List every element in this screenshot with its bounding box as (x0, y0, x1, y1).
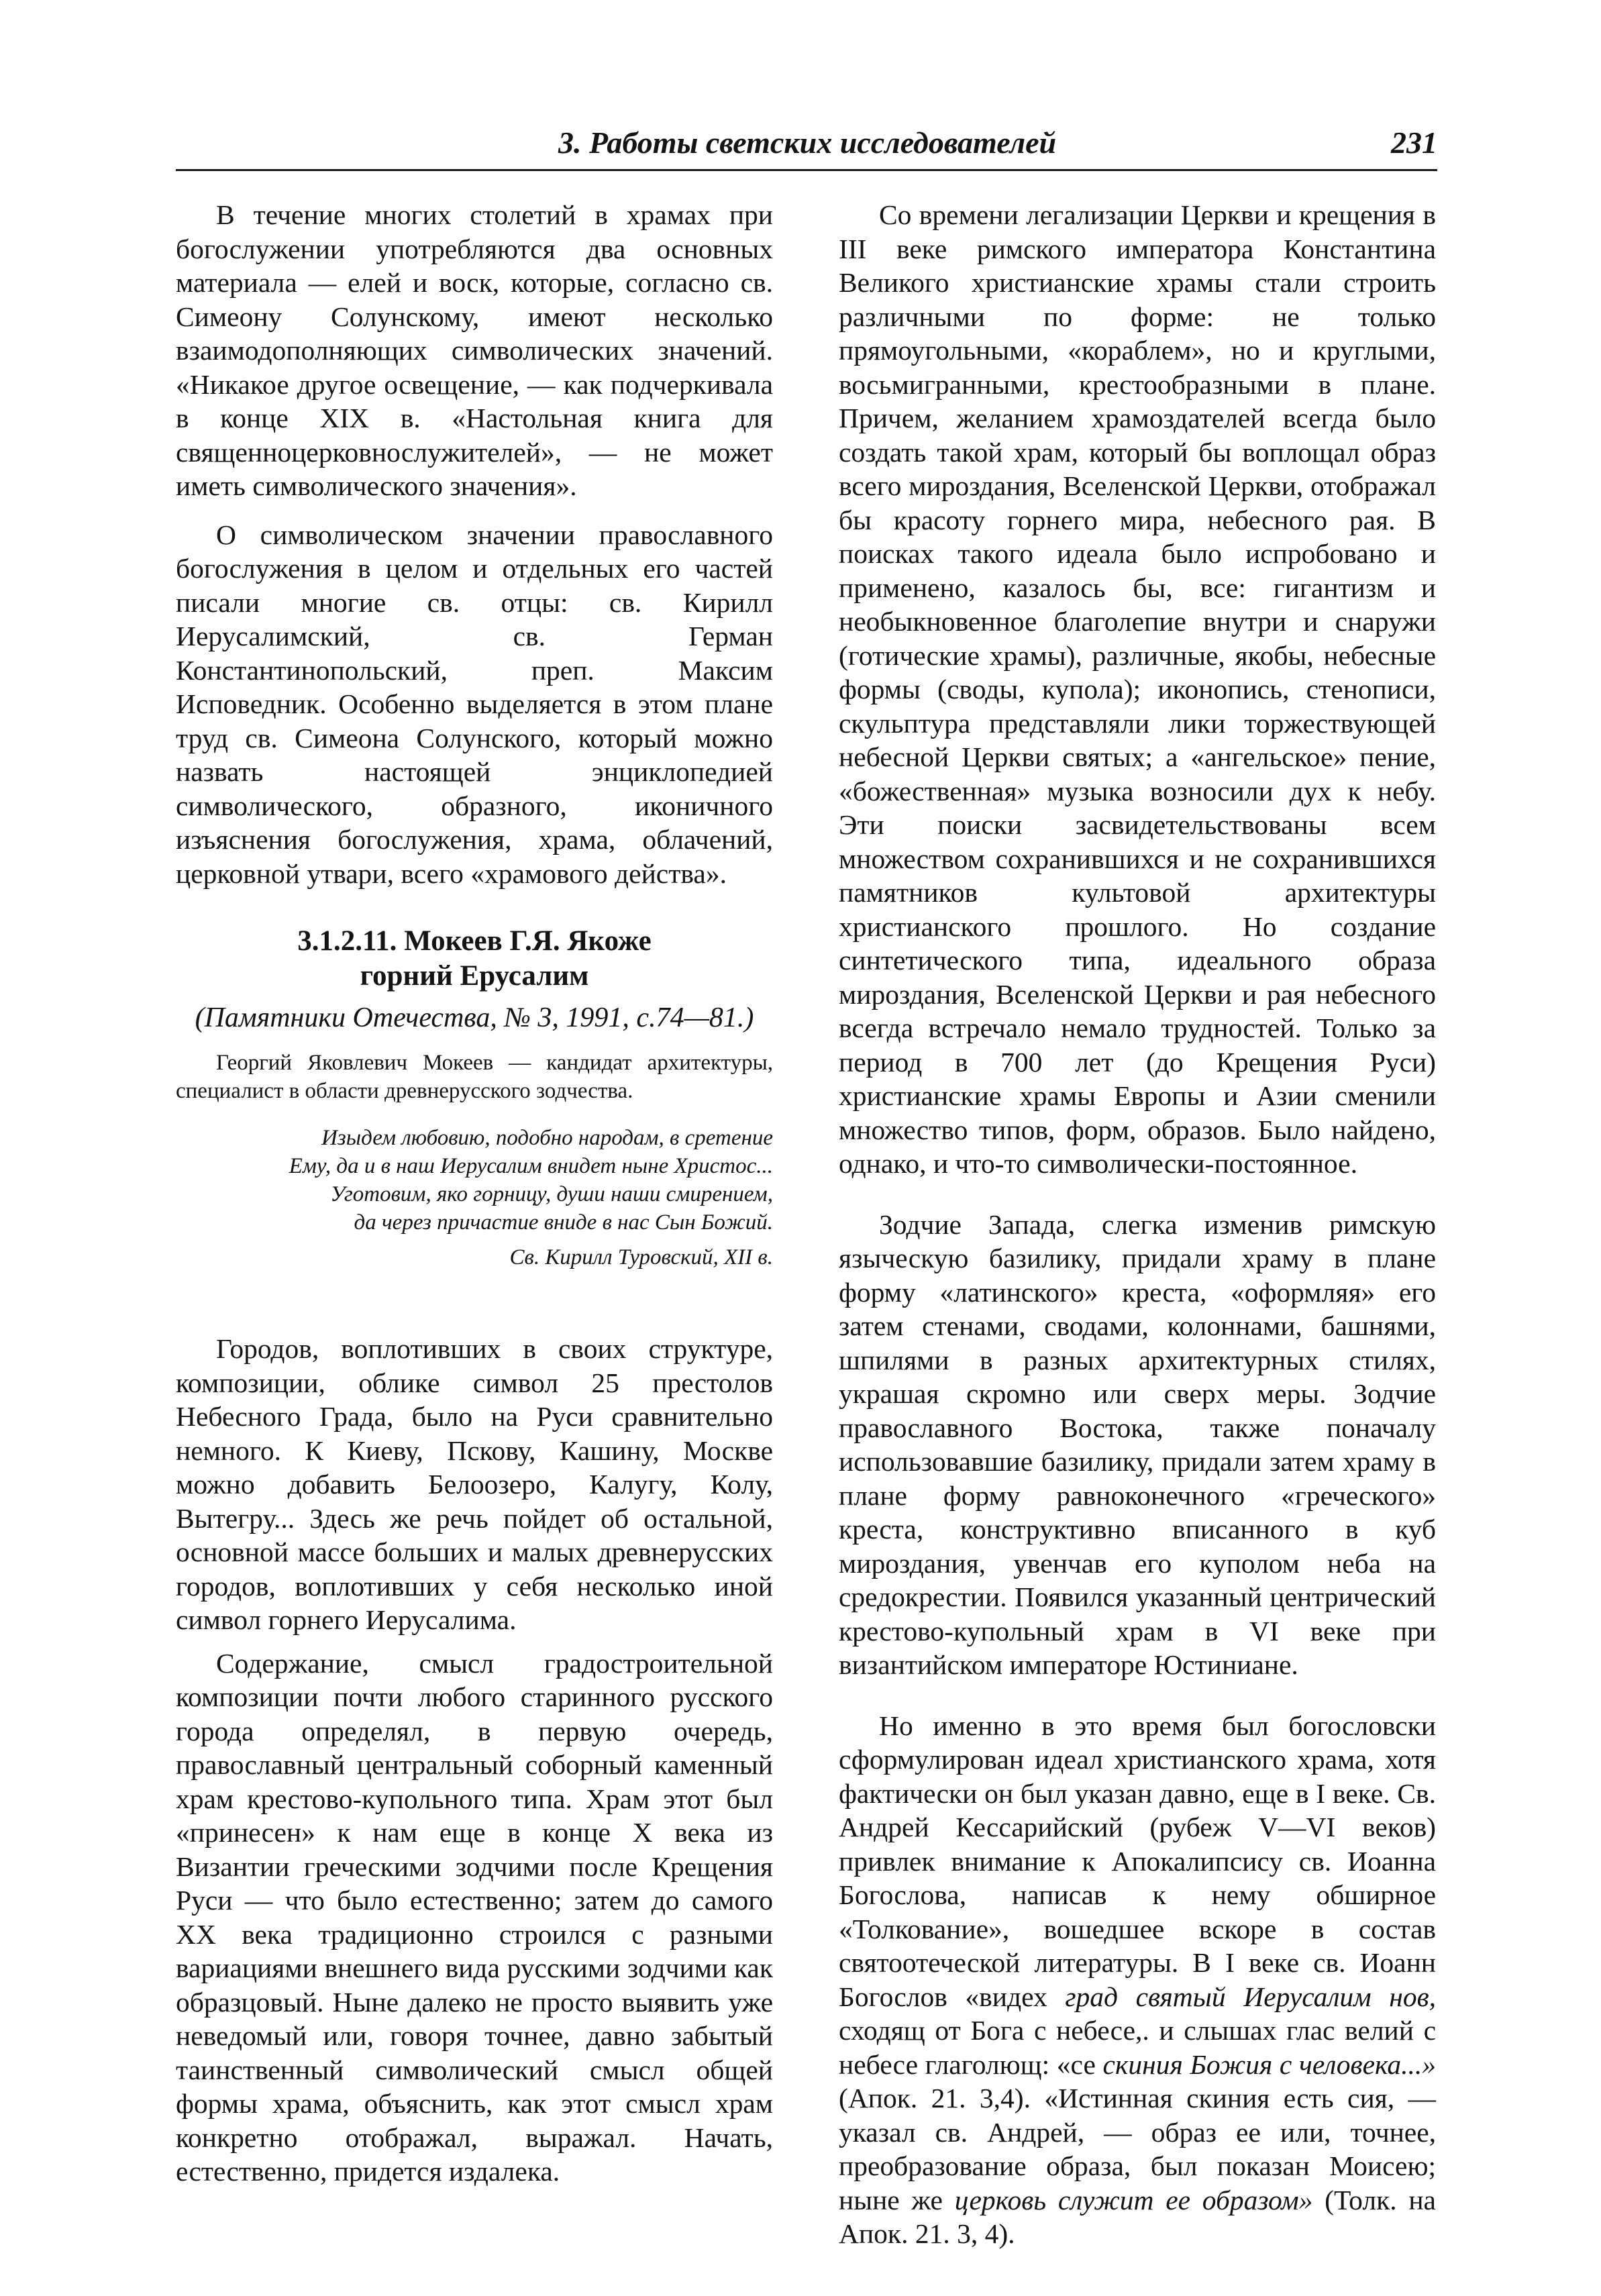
paragraph (839, 1709, 1436, 2251)
section-title-line: горний Ерусалим (360, 960, 589, 992)
paragraph: Содержание, смысл градостроительной композиции почти любого старинного русского города определял, в первую очередь, православный центральный соборный каменный храм крестово-купольного типа. Храм этот был «принесен» к нам еще в конце X века из Византии греческими зодчими после Крещения Руси — что было естественно; затем до самого XX века традиционно строился с разными вариациями внешнего вида русскими зодчими как образцовый. Ныне далеко не просто выявить уже неведомый или, говоря точнее, давно забытый таинственный символический смысл общей формы храма, объяснить, как этот смысл храм конкретно отображал, выражал. Начать, естественно, придется издалека. (176, 1647, 773, 2187)
epigraph-line: да через причастие внидe в нас Сын Божий. (354, 1210, 773, 1235)
right-column (839, 198, 1436, 2251)
left-column (176, 198, 773, 2189)
running-header (176, 121, 1437, 171)
paragraph: Со времени легализации Церкви и крещения в III веке римского императора Константина Великого христианские храмы стали строить различными по форме: не только прямоугольными, «кораблем», но и круглыми, восьмигранными, крестообразными в плане. Причем, желанием храмоздателей всегда было создать такой храм, который бы воплощал образ всего мироздания, Вселенской Церкви, отображал бы красоту горнего мира, небесного рая. В поисках такого идеала было испробовано и применено, казалось бы, все: гигантизм и необыкновенное благолепие внутри и снаружи (готические храмы), различные, якобы, небесные формы (своды, купола); иконопись, стенописи, скульптура представляли лики торжествующей небесной Церкви святых; а «ангельское» пение, «божественная» музыка возносили дух к небу. Эти поиски засвидетельствованы всем множеством сохранившихся и не сохранившихся памятников культовой архитектуры христианского прошлого. Но создание синтетического типа, идеального образа мироздания, Вселенской Церкви и рая небесного всегда встречало немало трудностей. Только за период в 700 лет (до Крещения Руси) христианские храмы Европы и Азии сменили множество типов, форм, образов. Было найдено, однако, и что-то символически-постоянное. (839, 199, 1436, 1179)
section-title-line: 3.1.2.11. Мокеев Г.Я. Якоже (297, 925, 652, 957)
running-title: 3. Работы светских исследователей (558, 125, 1057, 160)
paragraph: Зодчие Запада, слегка изменив римскую языческую базилику, придали храму в плане форму «латинского» креста, «оформляя» его затем стенами, сводами, колоннами, башнями, шпилями в разных архитектурных стилях, украшая скромно или сверх меры. Зодчие православного Востока, также поначалу использовавшие базилику, придали затем храму в плане форму равноконечного «греческого» креста, конструктивно вписанного в куб мироздания, увенчав его куполом неба на средокрестии. Появился указанный центрический крестово-купольный храм в VI веке при византийском императоре Юстиниане. (839, 1208, 1436, 1680)
epigraph-line: Ему, да и в наш Иерусалим внидет ныне Христос... (289, 1154, 773, 1178)
epigraph-line: Уготовим, яко горницу, души наши смирением, (330, 1182, 773, 1206)
epigraph-line: Изыдем любовию, подобно народам, в сретение (321, 1126, 773, 1150)
paragraph: В течение многих столетий в храмах при богослужении употребляются два основных материала — елей и воск, которые, согласно св. Симеону Солунскому, имеют несколько взаимодополняющих символических значений. «Никакое другое освещение, — как подчеркивала в конце XIX в. «Настольная книга для священноцерковнослужителей», — не может иметь символического значения». (176, 199, 773, 501)
page-number: 231 (1391, 125, 1437, 160)
text-run: (Толк. на Апок. 21. 3, 4). (839, 2184, 1436, 2249)
text-run: (Апок. 21. 3,4). «Истинная скиния есть сия, — указал св. Андрей, — образ ее или, точнее, преобразование образа, был показан Моисею; ныне же (839, 2083, 1436, 2215)
author-note: Георгий Яковлевич Мокеев — кандидат архитектуры, специалист в области древнерусского зодчества. (176, 1051, 773, 1103)
text-run: Но именно в это время был богословски сформулирован идеал христианского храма, хотя фактически он был указан давно, еще в I веке. Св. Андрей Кессарийский (рубеж V—VI веков) привлек внимание к Апокалипсису св. Иоанна Богослова, написав к нему обширное «Толкование», вошедшее вскоре в состав святоотеческой литературы. В I веке св. Иоанн Богослов «видех (839, 1710, 1436, 2012)
epigraph (256, 1124, 773, 1237)
quote-italic: град святый Иерусалим нов, (1065, 1981, 1436, 2012)
quote-italic: скиния Божия с человека...» (1102, 2048, 1436, 2080)
paragraph: Городов, воплотивших в своих структуре, композиции, облике символ 25 престолов Небесного Града, было на Руси сравнительно немного. К Киеву, Пскову, Кашину, Москве можно добавить Белоозеро, Калугу, Колу, Вытегру... Здесь же речь пойдет об остальной, основной массе больших и малых древнерусских городов, воплотивших у себя несколько иной символ горнего Иерусалима. (176, 1333, 773, 1635)
section-title (176, 924, 773, 994)
quote-italic: церковь служит ее образом» (954, 2184, 1313, 2215)
section-source: (Памятники Отечества, № 3, 1991, с.74—81.) (195, 1002, 754, 1033)
epigraph-source: Св. Кирилл Туровский, XII в. (509, 1245, 773, 1269)
paragraph: О символическом значении православного богослужения в целом и отдельных его частей писали многие св. отцы: св. Кирилл Иерусалимский, св. Герман Константинопольский, преп. Максим Исповедник. Особенно выделяется в этом плане труд св. Симеона Солунского, который можно назвать настоящей энциклопедией символического, образного, иконичного изъяснения богослужения, храма, облачений, церковной утвари, всего «храмового действа». (176, 519, 773, 889)
text-run: сходящ от Бога с небесе,. и слышах глас велий с небесе глаголющ: «се (839, 2015, 1436, 2080)
